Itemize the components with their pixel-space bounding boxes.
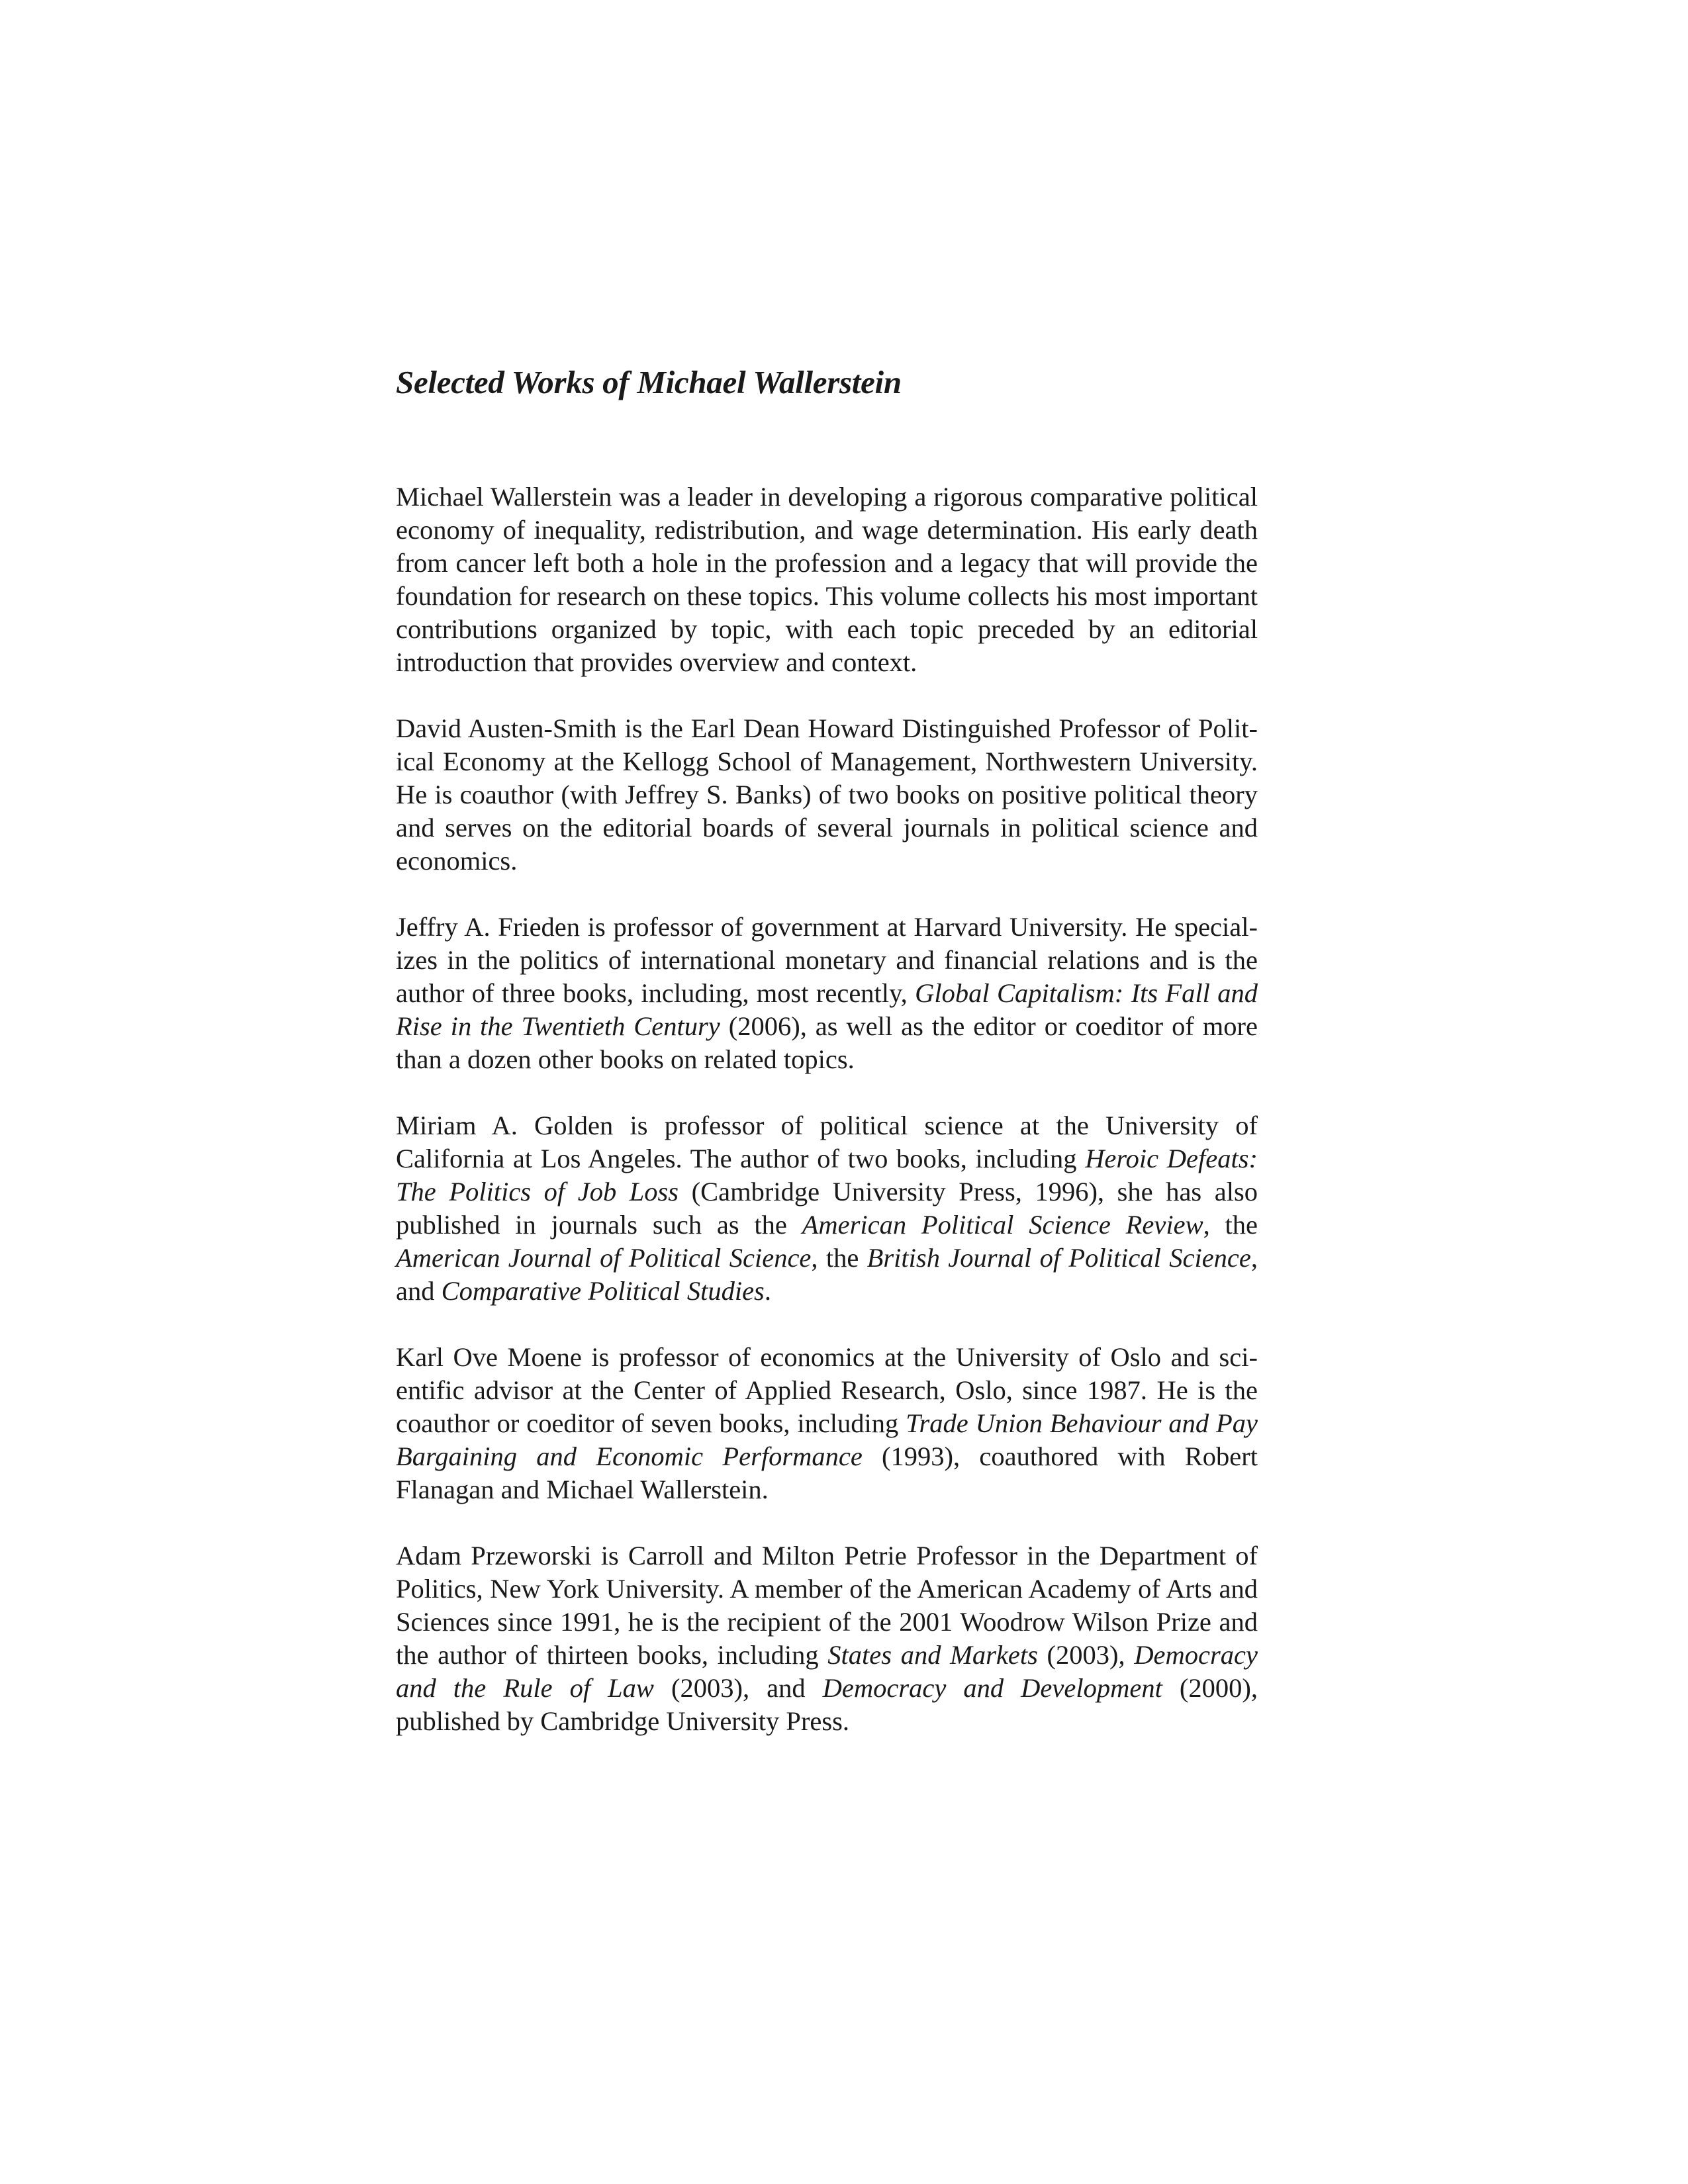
- text-run: (2006), as well as the editor or coeditor of more than a dozen other books on related topics.: [396, 1011, 1258, 1074]
- bio-przeworski: [396, 1539, 1258, 1738]
- bio-austen-smith: [396, 712, 1258, 878]
- text-run: , the: [811, 1243, 867, 1273]
- intro-paragraph: [396, 480, 1258, 679]
- text-run: Jeffry A. Frieden is professor of government at Harvard University. He specializes in the politics of international monetary and financial relations and is the author of three books, including, most recently,: [396, 912, 1258, 1008]
- italic-title-run: Democracy and the Rule of Law: [396, 1640, 1258, 1703]
- italic-title-run: Democracy and Development: [822, 1673, 1162, 1703]
- italic-title-run: American Political Science Review: [802, 1210, 1203, 1240]
- text-run: , the: [1203, 1210, 1258, 1240]
- text-block: [396, 363, 1258, 1738]
- text-run: , and: [396, 1243, 1258, 1306]
- text-run: (2003), and: [653, 1673, 823, 1703]
- text-run: (Cambridge University Press, 1996), she has also published in journals such as the: [396, 1177, 1258, 1240]
- bio-golden: [396, 1109, 1258, 1308]
- text-run: (1993), coauthored with Robert Flanagan and Michael Wallerstein.: [396, 1441, 1258, 1504]
- text-run: Michael Wallerstein was a leader in developing a rigorous comparative political economy of inequality, redistribution, and wage determination. His early death from cancer left both a hole in the profession and a legacy that will provide the foundation for research on these topics. This volume collects his most important contributions organized by topic, with each topic preceded by an editorial introduction that provides overview and context.: [396, 482, 1258, 677]
- page-title: Selected Works of Michael Wallerstein: [396, 364, 902, 400]
- bio-moene: [396, 1341, 1258, 1506]
- text-run: Karl Ove Moene is professor of economics at the University of Oslo and scientific advisor at the Center of Applied Research, Oslo, since 1987. He is the coauthor or coeditor of seven books, including: [396, 1342, 1258, 1438]
- bio-frieden: [396, 911, 1258, 1076]
- text-run: David Austen-Smith is the Earl Dean Howard Distinguished Professor of Political Economy at the Kellogg School of Management, Northwestern University. He is coauthor (with Jeffrey S. Banks) of two books on positive political theory and serves on the editorial boards of several journals in political science and economics.: [396, 713, 1258, 876]
- italic-title-run: States and Markets: [827, 1640, 1038, 1670]
- italic-title-run: British Journal of Political Science: [867, 1243, 1251, 1273]
- italic-title-run: American Journal of Political Science: [396, 1243, 812, 1273]
- text-run: .: [764, 1276, 771, 1306]
- italic-title-run: Comparative Political Studies: [441, 1276, 765, 1306]
- italic-title-run: Heroic Defeats: The Politics of Job Loss: [396, 1144, 1258, 1206]
- italic-title-run: Trade Union Behaviour and Pay Bargaining and Economic Performance: [396, 1408, 1258, 1471]
- text-run: (2000), published by Cambridge University Press.: [396, 1673, 1258, 1736]
- paragraph-list: [396, 480, 1258, 1738]
- text-run: (2003),: [1037, 1640, 1135, 1670]
- text-run: Adam Przeworski is Carroll and Milton Petrie Professor in the Department of Politics, New York University. A member of the American Academy of Arts and Sciences since 1991, he is the recipient of the 2001 Woodrow Wilson Prize and the author of thirteen books, including: [396, 1541, 1258, 1670]
- italic-title-run: Global Capitalism: Its Fall and Rise in the Twentieth Century: [396, 978, 1258, 1041]
- text-run: Miriam A. Golden is professor of political science at the University of California at Los Angeles. The author of two books, including: [396, 1111, 1258, 1173]
